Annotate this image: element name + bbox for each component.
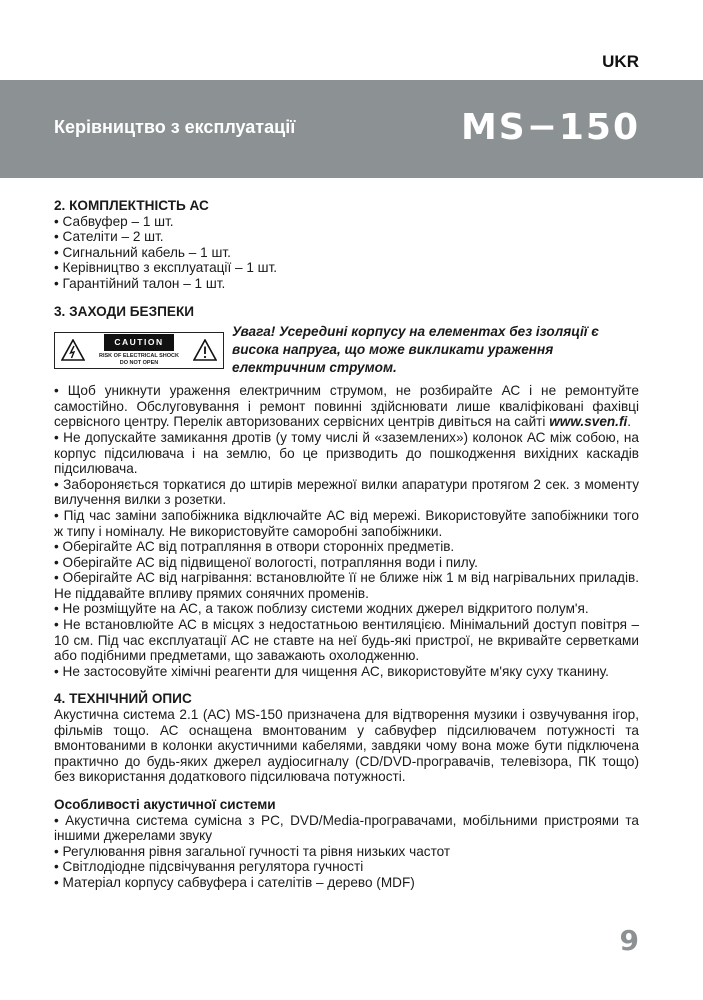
section-3-heading: 3. ЗАХОДИ БЕЗПЕКИ [54, 303, 195, 319]
list-item: • Не застосовуйте хімічні реагенти для чищення АС, використовуйте м'яку суху тканину. [54, 663, 609, 679]
page-number: 9 [619, 924, 639, 957]
lightning-warning-icon [61, 339, 85, 361]
language-code: UKR [602, 52, 639, 71]
list-item: • Регулювання рівня загальної гучності та рівня низьких частот [54, 843, 451, 859]
list-item: • Оберігайте АС від потрапляння в отвори сторонніх предметів. [54, 539, 455, 555]
list-item: • Оберігайте АС від підвищеної вологості, потрапляння води і пилу. [54, 554, 478, 570]
list-item: • Оберігайте АС від нагрівання: встановлюйте її не ближе ніж 1 м від нагрівальних приладів. Не піддавайте впливу прямих сонячних променів. [54, 570, 639, 601]
list-item: • Забороняється торкатися до штирів мережної вилки апаратури протягом 2 сек. з моменту вилучення вилки з розетки. [54, 476, 639, 508]
list-item: • Не розміщуйте на АС, а також поблизу системи жодних джерел відкритого полум'я. [54, 601, 589, 617]
list-item-text: • Щоб уникнути ураження електричним струмом, не розбирайте АС і не ремонтуйте самостійно. Обслуговування і ремонт повинні здійснювати лише кваліфіковані фахівці сервісного центру. Перелік авторизованих сервісних центрів дивіться на сайті [54, 383, 639, 430]
list-item: • Сабвуфер – 1 шт. [54, 213, 174, 229]
description-paragraph: Акустична система 2.1 (АС) MS-150 призначена для відтворення музики і озвучування ігор, фільмів тощо. АС оснащена вмонтованим у сабвуфер підсилювачем потужності та вмонтованими в колонки акустичними кабелями, завдяки чому вона може бути підключена практично до будь-яких джерел аудіосигналу (CD/DVD-програвачів, телевізора, ПК тощо) без використання додаткового підсилювача потужності. [54, 707, 639, 785]
list-item: • Гарантійний талон – 1 шт. [54, 275, 226, 291]
page-content [54, 198, 639, 891]
list-item: • Не допускайте замикання дротів (у тому числі й «заземлених») колонок АС між собою, на корпус підсилювача і на землю, бо це призводить до пошкодження вихідних каскадів підсилювача. [54, 429, 639, 477]
section-4-heading: 4. ТЕХНІЧНИЙ ОПИС [54, 691, 192, 707]
list-item: • Сателіти – 2 шт. [54, 229, 164, 245]
caution-sub-1: RISK OF ELECTRICAL SHOCK [99, 353, 179, 360]
caution-label: CAUTION [104, 334, 173, 352]
header-banner [0, 80, 703, 178]
list-item-end: . [627, 414, 632, 430]
caution-row [54, 323, 639, 377]
list-item: • Керівництво з експлуатації – 1 шт. [54, 260, 278, 276]
list-item: • Матеріал корпусу сабвуфера і сателітів – дерево (MDF) [54, 874, 415, 890]
caution-label-box [54, 332, 224, 369]
list-item: • Сигнальний кабель – 1 шт. [54, 244, 231, 260]
caution-sub-2: DO NOT OPEN [119, 359, 159, 366]
model-name: MS−150 [460, 107, 640, 148]
list-item: • Не встановлюйте АС в місцях з недостатньою вентиляцією. Мінімальний доступ повітря – 10 см. Під час експлуатації АС не ставте на неї будь-які пристрої, не вкривайте серветками або подібними предметами, що заважають охолодженню. [54, 617, 639, 664]
features-heading: Особливості акустичної системи [54, 797, 276, 812]
list-item [54, 383, 639, 430]
list-item: • Світлодіодне підсвічування регулятора гучності [54, 859, 364, 875]
list-item: • Акустична система сумісна з PC, DVD/Media-програвачами, мобільними пристроями та іншими джерелами звуку [54, 812, 639, 844]
manual-title: Керівництво з експлуатації [54, 117, 296, 137]
website-link[interactable]: www.sven.fi [549, 414, 628, 430]
exclamation-warning-icon [193, 339, 217, 361]
high-voltage-warning: Увага! Усередині корпусу на елементах без ізоляції є висока напруга, що може викликати ураження електричним струмом. [232, 324, 599, 376]
list-item: • Під час заміни запобіжника відключайте АС від мережі. Використовуйте запобіжники того ж типу і номіналу. Не використовуйте саморобні запобіжники. [54, 507, 639, 539]
section-2-heading: 2. КОМПЛЕКТНІСТЬ АС [54, 198, 209, 213]
